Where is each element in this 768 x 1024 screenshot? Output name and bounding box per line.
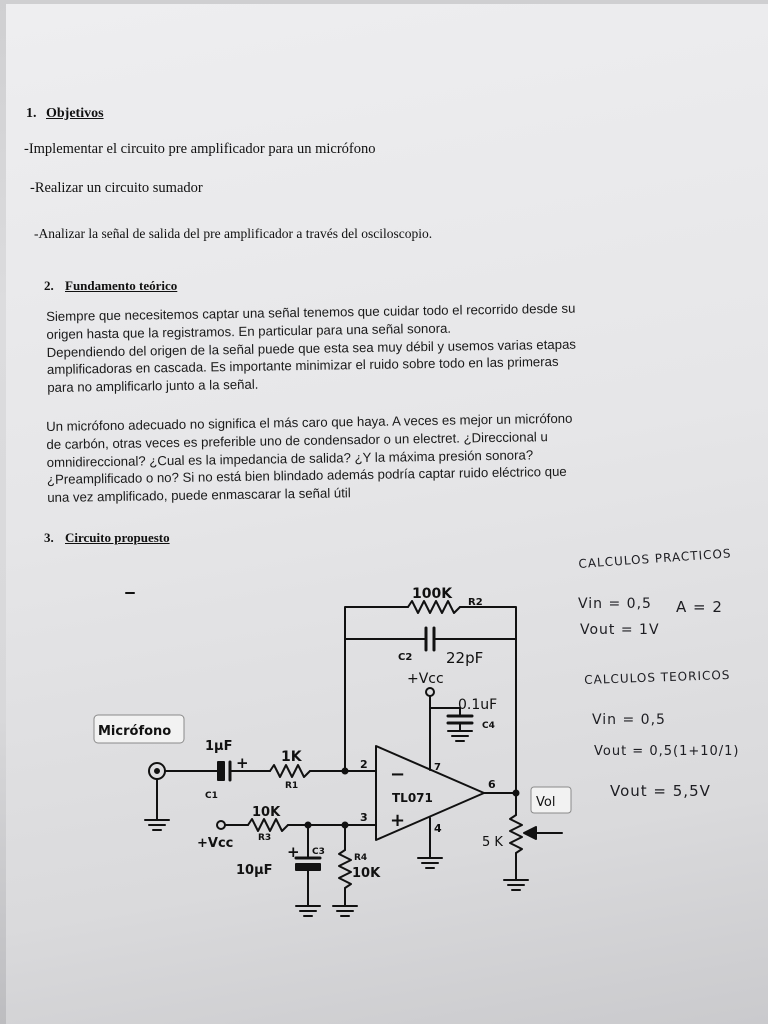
paragraph-line: Un micrófono adecuado no significa el más caro que haya. A veces es mejor un micrófono [46,410,573,434]
paragraph-line: ¿Preamplificado o no? Si no está bien blindado además podría captar ruido eléctrico que [46,464,567,488]
note-teoricos-title: CALCULOS TEORICOS [584,667,731,687]
noninverting-input-sign: + [390,810,406,831]
note-vout-practico: Vout = 1V [580,622,660,638]
pin-7-label: 7 [434,762,441,773]
paragraph-line: origen hasta que la registramos. En particular para una señal sonora. [46,320,452,342]
r3-name-label: R3 [258,833,272,843]
r3-value-label: 10K [252,805,281,820]
heading-number: 2. [44,278,54,293]
note-practicos-title: CALCULOS PRACTICOS [578,546,732,571]
c3-name-label: C3 [312,847,325,857]
microphone-jack-pin [155,769,159,773]
objetivo-item: -Implementar el circuito pre amplificador para un micrófono [24,141,376,157]
r4-name-label: R4 [354,853,368,863]
pin-2-label: 2 [360,758,368,771]
paragraph-line: Dependiendo del origen de la señal puede que esta sea muy débil y usemos varias etapas [46,336,577,360]
pin-3-label: 3 [360,811,368,824]
resistor-r2 [408,601,460,613]
opamp-label: TL071 [392,791,433,805]
pin-6-label: 6 [488,778,496,791]
c2-name-label: C2 [398,652,413,663]
note-vin-teorico: Vin = 0,5 [592,712,666,728]
pot-value-label: 5 K [482,835,503,850]
note-vin-practico: Vin = 0,5 [578,596,652,612]
potentiometer-5k [510,815,522,853]
r1-value-label: 1K [281,749,302,765]
note-gain: A = 2 [676,598,723,616]
paragraph-line: de carbón, otras veces es preferible uno de condensador o un electret. ¿Direccional u [46,428,548,452]
c4-name-label: C4 [482,721,495,731]
microphone-label: Micrófono [98,724,172,739]
r4-value-label: 10K [352,866,381,881]
vcc-terminal [426,688,434,696]
heading-text: Fundamento teórico [65,278,178,293]
inverting-input-sign: − [390,764,406,785]
capacitor-c1-plate [218,762,224,780]
c3-polarity-plus: + [287,843,300,861]
resistor-r1 [270,765,310,777]
resistor-r3 [248,819,288,831]
pin-4-label: 4 [434,822,442,835]
vcc-left-label: +Vcc [197,836,234,851]
c1-name-label: C1 [205,791,218,801]
r1-name-label: R1 [285,781,299,791]
wiper-arrowhead [524,827,536,839]
paragraph-line: para no amplificarlo junto a la señal. [47,376,259,396]
heading-number: 1. [26,106,37,121]
resistor-r4 [339,850,351,888]
r2-name-label: R2 [468,597,483,608]
c3-value-label: 10µF [236,863,273,878]
c4-value-label: 0.1uF [458,697,498,713]
heading-number: 3. [44,530,54,545]
heading-text: Circuito propuesto [65,530,170,545]
vcc-terminal [217,821,225,829]
vol-label: Vol [536,795,556,810]
objetivo-item: -Analizar la señal de salida del pre amplificador a través del osciloscopio. [34,226,433,241]
note-vout-formula: Vout = 0,5(1+10/1) [594,744,740,759]
paragraph-line: Siempre que necesitemos captar una señal tenemos que cuidar todo el recorrido desde su [46,300,576,324]
junction [343,769,348,774]
r2-value-label: 100K [412,586,453,602]
c2-value-label: 22pF [446,649,484,667]
vcc-top-label: +Vcc [407,671,444,687]
heading-text: Objetivos [46,106,104,121]
c1-polarity-plus: + [236,754,249,772]
c1-value-label: 1µF [205,739,233,754]
paragraph-line: una vez amplificado, puede enmascarar la señal útil [47,485,351,506]
objetivo-item: -Realizar un circuito sumador [30,180,203,196]
paragraph-line: omnidireccional? ¿Cual es la impedancia de salida? ¿Y la máxima presión sonora? [46,446,534,470]
paragraph-line: amplificadoras en cascada. Es importante minimizar el ruido sobre todo en las primeras [46,354,559,378]
note-vout-teorico: Vout = 5,5V [610,782,711,800]
